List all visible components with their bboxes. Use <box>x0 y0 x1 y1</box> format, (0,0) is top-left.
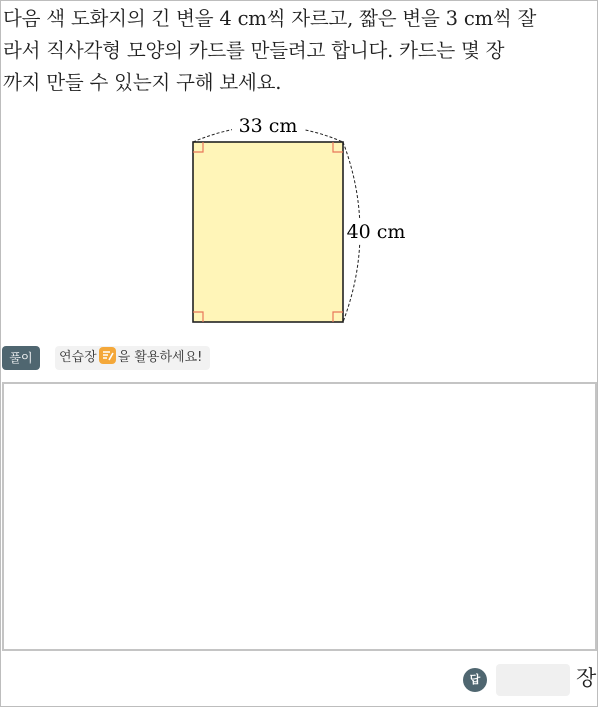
answer-row <box>0 660 598 696</box>
answer-badge: 답 <box>463 668 487 692</box>
question-line-1: 다음 색 도화지의 긴 변을 4 cm씩 자르고, 짧은 변을 3 cm씩 잘 <box>3 7 537 30</box>
solution-badge: 풀이 <box>2 346 40 370</box>
question-line-3: 까지 만들 수 있는지 구해 보세요. <box>3 71 282 94</box>
question-line-2: 라서 직사각형 모양의 카드를 만들려고 합니다. 카드는 몇 장 <box>3 39 505 62</box>
solution-header <box>0 345 598 371</box>
hint-text-after: 을 활용하세요! <box>117 350 203 365</box>
notepad-hint[interactable] <box>55 346 210 370</box>
solution-work-area[interactable] <box>2 382 597 651</box>
notepad-icon[interactable] <box>99 347 116 364</box>
colored-paper <box>193 142 343 322</box>
height-label: 40 cm <box>346 221 406 243</box>
answer-input[interactable] <box>496 664 570 696</box>
paper-figure <box>180 108 420 333</box>
hint-text-before: 연습장 <box>59 350 97 365</box>
question-text <box>3 3 593 99</box>
answer-unit: 장 <box>576 666 597 690</box>
width-label: 33 cm <box>238 115 298 137</box>
